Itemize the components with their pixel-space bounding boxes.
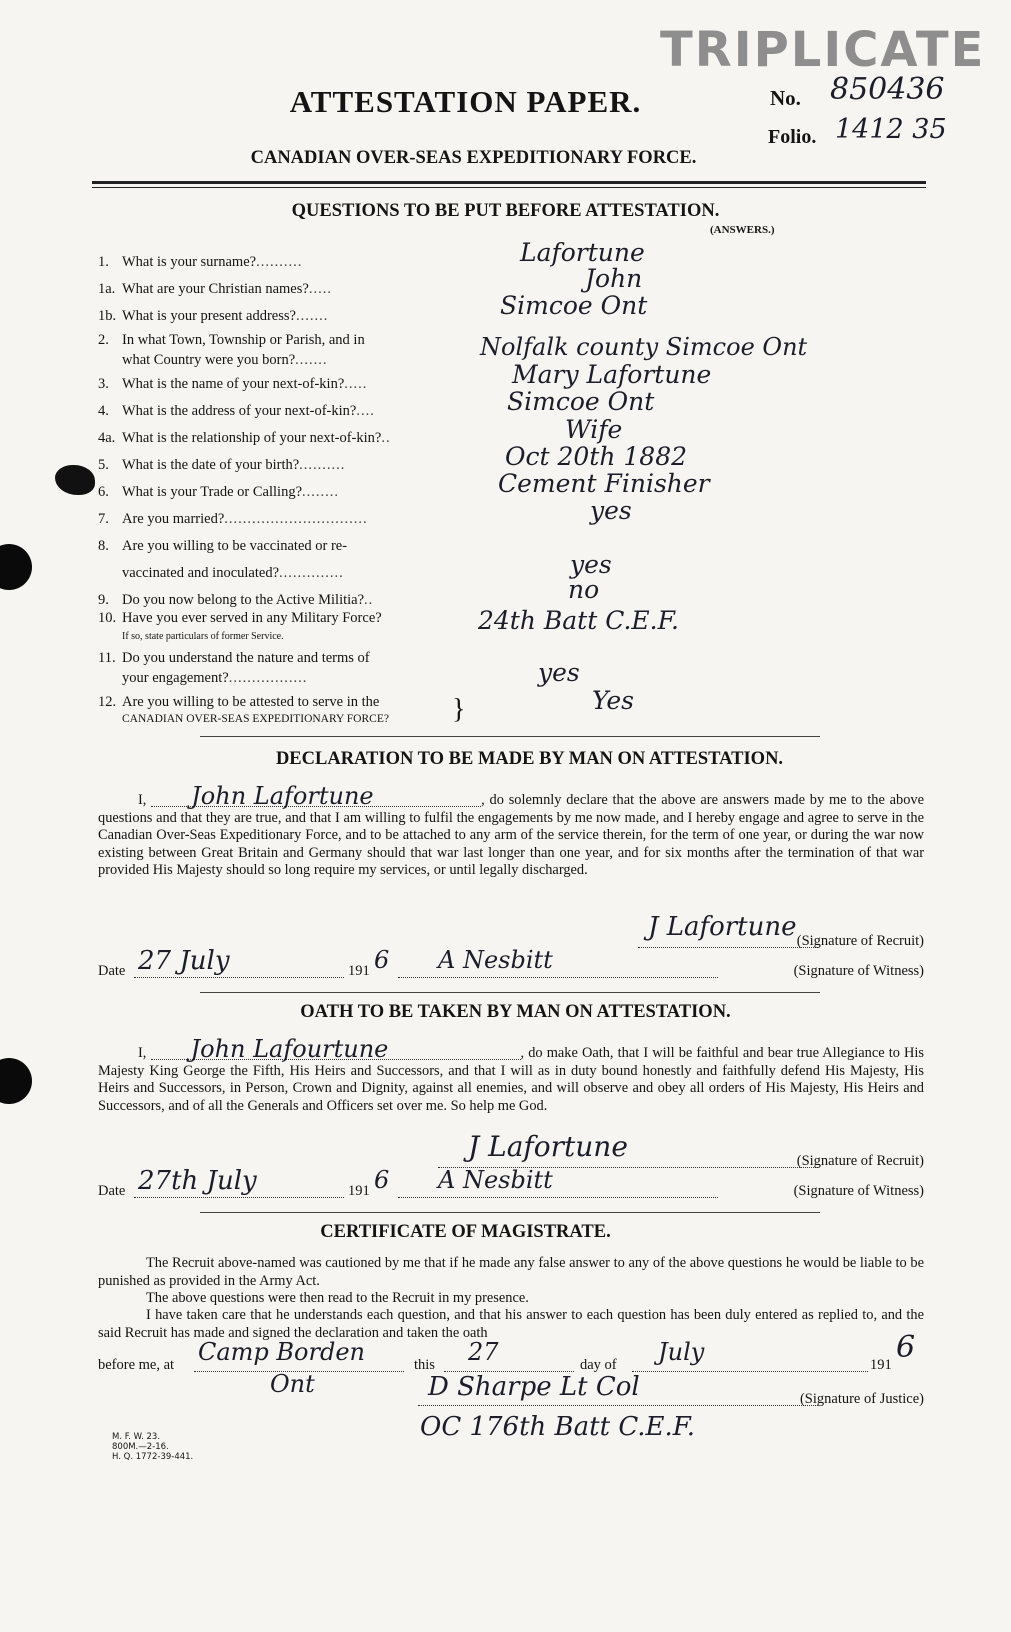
question-12-brace: } [452, 694, 466, 725]
questions-heading: QUESTIONS TO BE PUT BEFORE ATTESTATION. [291, 201, 720, 221]
question-11: 11. Do you understand the nature and terms of your engagement?................. [98, 650, 370, 686]
question-2: 2. In what Town, Township or Parish, and in what Country were you born?....... [98, 332, 365, 368]
answer-birthplace: Nolfalk county Simcoe Ont [480, 333, 808, 361]
question-4: 4. What is the address of your next-of-kin?.... [98, 403, 375, 419]
triplicate-stamp: TRIPLICATE [660, 22, 986, 78]
question-8: 8. Are you willing to be vaccinated or re- vaccinated and inoculated?.............. [98, 538, 348, 581]
answer-understand-terms: yes [538, 658, 580, 687]
number-label: No. [770, 86, 801, 110]
question-3: 3. What is the name of your next-of-kin?..... [98, 376, 368, 392]
declaration-recruit-signature-row: J Lafortune (Signature of Recruit) [98, 920, 924, 952]
question-7: 7. Are you married?............................... [98, 511, 368, 527]
declaration-name: John Lafortune [151, 788, 481, 807]
ink-blot [55, 465, 95, 495]
certificate-year: 6 [896, 1330, 916, 1365]
question-4a: 4a. What is the relationship of your next-of-kin?.. [98, 430, 391, 446]
declaration-recruit-signature: J Lafortune [648, 912, 797, 942]
answer-surname: Lafortune [520, 238, 645, 267]
certificate-place-date-row: before me, at Camp Borden this 27 day of July 191 6 [98, 1330, 916, 1373]
certificate-place-continued: Ont [270, 1370, 315, 1398]
declaration-year: 6 [374, 946, 390, 974]
oath-year: 6 [374, 1166, 390, 1194]
certificate-paragraph-2: The above questions were then read to the Recruit in my presence. [146, 1290, 529, 1306]
oath-date: 27th July [138, 1166, 257, 1196]
question-9: 9. Do you now belong to the Active Militia?.. [98, 592, 374, 608]
folio-value: 1412 35 [835, 114, 947, 145]
punch-hole-bottom [0, 1058, 32, 1104]
certificate-paragraph-3: I have taken care that he understands each question, and that his answer to each question has been duly entered as replied to, and the said Recruit has made and signed the declaration and taken the oath [98, 1307, 924, 1341]
header-rule-thin [92, 187, 926, 188]
declaration-heading: DECLARATION TO BE MADE BY MAN ON ATTESTATION. [275, 749, 784, 769]
header-rule-thick [92, 181, 926, 184]
question-10: 10. Have you ever served in any Military Force? If so, state particulars of former Service. [98, 610, 382, 642]
answer-military-service: 24th Batt C.E.F. [478, 606, 680, 635]
answer-next-of-kin-name: Mary Lafortune [512, 360, 712, 389]
answer-married: yes [590, 496, 632, 525]
oath-text: I, John Lafourtune , do make Oath, that I will be faithful and bear true Allegiance to His Majesty King George the Fifth, His Heirs and Successors, and that I will as in duty bound honestly and faithfully defend His Majesty, His Heirs and Successors, in Person, Crown and Dignity, against all enemies, and will observe and obey all orders of His Majesty, His Heirs and Successors, and of all the Generals and Officers set over me. So help me God. [98, 1035, 924, 1114]
justice-signature: D Sharpe Lt Col [428, 1372, 640, 1402]
certificate-month: July [658, 1338, 705, 1366]
answer-willing-to-serve: Yes [592, 686, 634, 715]
answer-next-of-kin-address: Simcoe Ont [507, 387, 655, 416]
answer-relationship: Wife [565, 415, 623, 444]
punch-hole-top [0, 544, 32, 590]
question-1: 1. What is your surname?.......... [98, 254, 303, 270]
oath-witness-signature: A Nesbitt [438, 1166, 553, 1194]
declaration-text: I, John Lafortune , do solemnly declare that the above are answers made by me to the above questions and that they are true, and that I am willing to fulfil the engagements by me now made, and I hereby engage and agree to serve in the Canadian Over-Seas Expeditionary Force, and to be attached to any arm of the service therein, for the term of one year, or during the war now existing between Great Britain and Germany should that war last longer than one year, and for six months after the termination of that war provided His Majesty should so long require my services, or until legally discharged. [98, 782, 924, 879]
certificate-place: Camp Borden [198, 1338, 366, 1366]
oath-date-row: Date 27th July 191 6 A Nesbitt (Signature of Witness) [98, 1166, 924, 1199]
declaration-date: 27 July [138, 946, 230, 976]
question-5: 5. What is the date of your birth?.......... [98, 457, 346, 473]
oath-rule [200, 1212, 820, 1213]
oath-recruit-signature-row: J Lafortune (Signature of Recruit) [98, 1140, 924, 1172]
question-1a: 1a. What are your Christian names?..... [98, 281, 332, 297]
form-codes: M. F. W. 23. 800M.—2-16. H. Q. 1772-39-441. [112, 1432, 194, 1462]
answer-christian-names: John [585, 264, 643, 293]
certificate-paragraph-1: The Recruit above-named was cautioned by me that if he made any false answer to any of the above questions he would be liable to be punished as provided in the Army Act. [98, 1255, 924, 1289]
answers-label: (ANSWERS.) [710, 224, 775, 236]
certificate-heading: CERTIFICATE OF MAGISTRATE. [320, 1222, 611, 1242]
page-title: ATTESTATION PAPER. [289, 84, 642, 119]
question-6: 6. What is your Trade or Calling?........ [98, 484, 340, 500]
answer-birth-date: Oct 20th 1882 [505, 442, 688, 471]
declaration-witness-signature: A Nesbitt [438, 946, 553, 974]
declaration-date-row: Date 27 July 191 6 A Nesbitt (Signature of Witness) [98, 946, 924, 979]
oath-recruit-signature: J Lafortune [468, 1130, 628, 1163]
question-1b: 1b. What is your present address?....... [98, 308, 329, 324]
oath-name: John Lafourtune [151, 1041, 521, 1060]
question-12: 12. Are you willing to be attested to serve in the CANADIAN OVER-SEAS EXPEDITIONARY FORCE? [98, 694, 389, 725]
justice-signature-row: D Sharpe Lt Col (Signature of Justice) [98, 1378, 924, 1410]
certificate-unit-note: OC 176th Batt C.E.F. [420, 1412, 696, 1442]
number-value: 850436 [830, 72, 945, 107]
folio-label: Folio. [768, 126, 817, 148]
answer-present-address: Simcoe Ont [500, 291, 648, 320]
declaration-rule [200, 992, 820, 993]
questions-rule [200, 736, 820, 737]
certificate-day: 27 [468, 1338, 499, 1366]
oath-heading: OATH TO BE TAKEN BY MAN ON ATTESTATION. [300, 1002, 731, 1022]
answer-vaccinated: yes [570, 550, 612, 579]
answer-trade: Cement Finisher [498, 469, 710, 498]
answer-active-militia: no [568, 575, 600, 604]
page-subtitle: CANADIAN OVER-SEAS EXPEDITIONARY FORCE. [250, 148, 697, 168]
